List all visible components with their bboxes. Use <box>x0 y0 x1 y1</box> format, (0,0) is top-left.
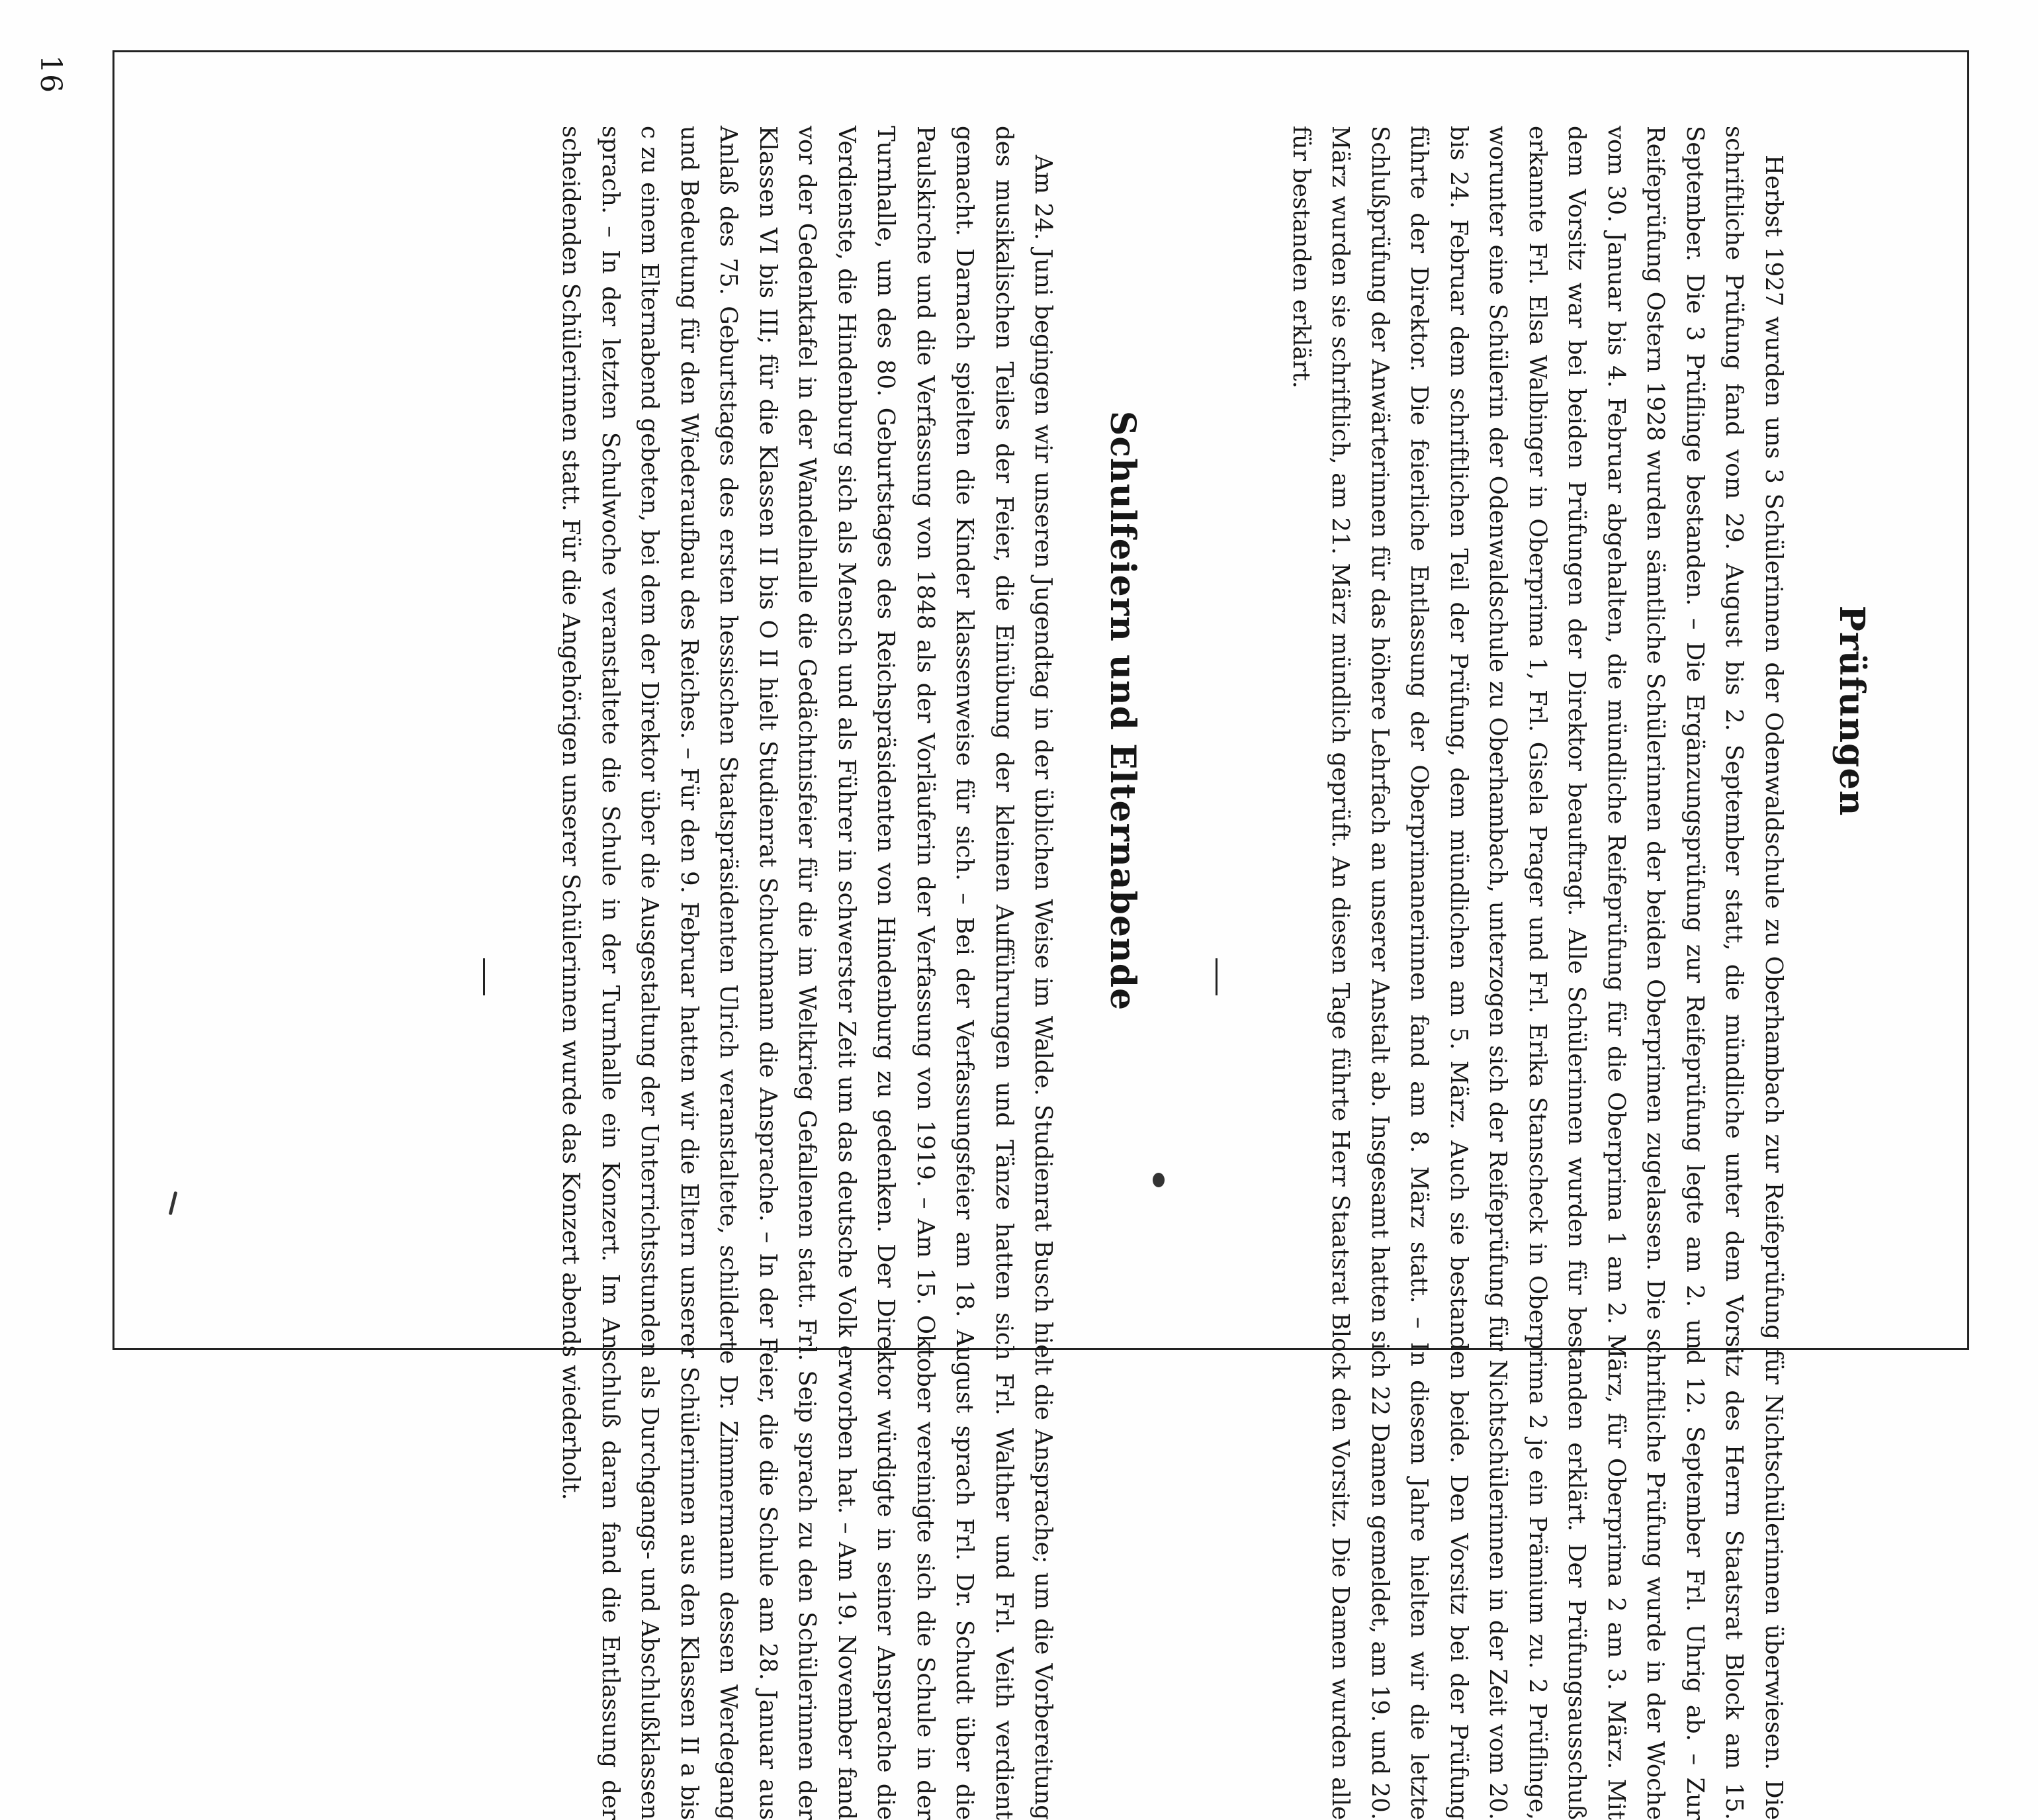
paragraph-pruefungen: Herbst 1927 wurden uns 3 Schülerinnen der Odenwaldschule zu Oberhambach zur Reifeprüfung für Nichtschülerinnen überwiesen. Die schriftliche Prüfung fand vom 29. August bis 2. September statt, die mündliche unter dem Vorsitz des Herrn Staatsrat Block am 15. September. Die 3 Prüflinge bestanden. – Die Ergänzungsprüfung zur Reifeprüfung legte am 2. und 12. September Frl. Uhrig ab. – Zur Reifeprüfung Ostern 1928 wurden sämtliche Schülerinnen der beiden Oberprimen zugelassen. Die schriftliche Prüfung wurde in der Woche vom 30. Januar bis 4. Februar abgehalten, die mündliche Reifeprüfung für die Oberprima 1 am 2. März, für Oberprima 2 am 3. März. Mit dem Vorsitz war bei beiden Prüfungen der Direktor beauftragt. Alle Schülerinnen wurden für bestanden erklärt. Der Prüfungsausschuß erkannte Frl. Elsa Walbinger in Oberprima 1, Frl. Gisela Prager und Frl. Erika Stanscheck in Oberprima 2 je ein Prämium zu. 2 Prüflinge, worunter eine Schülerin der Odenwaldschule zu Oberhambach, unterzogen sich der Reifeprüfung für Nichtschülerinnen in der Zeit vom 20. bis 24. Februar dem schriftlichen Teil der Prüfung, dem mündlichen am 5. März. Auch sie bestanden beide. Den Vorsitz bei der Prüfung führte der Direktor. Die feierliche Entlassung der Oberprimanerinnen fand am 8. März statt. – In diesem Jahre hielten wir die letzte Schlußprüfung der Anwärterinnen für das höhere Lehrfach an unserer Anstalt ab. Insgesamt hatten sich 22 Damen gemeldet, am 19. und 20. März wurden sie schriftlich, am 21. März mündlich geprüft. An diesen Tage führte Herr Staatsrat Block den Vorsitz. Die Damen wurden alle für bestanden erklärt. <box>1288 126 1787 1820</box>
end-divider <box>483 958 485 995</box>
rotated-content <box>154 105 1927 1820</box>
paragraph-schulfeiern: Am 24. Juni begingen wir unseren Jugendtag in der üblichen Weise im Walde. Studienrat Busch hielt die Ansprache; um die Vorbereitung des musikalischen Teiles der Feier, die Einübung der kleinen Aufführungen und Tänze hatten sich Frl. Walther und Frl. Veith verdient gemacht. Darnach spielten die Kinder klassenweise für sich. – Bei der Verfassungsfeier am 18. August sprach Frl. Dr. Schudt über die Paulskirche und die Verfassung von 1848 als der Vorläuferin der Verfassung von 1919. – Am 15. Oktober vereinigte sich die Schule in der Turnhalle, um des 80. Geburtstages des Reichspräsidenten von Hindenburg zu gedenken. Der Direktor würdigte in seiner Ansprache die Verdienste, die Hindenburg sich als Mensch und als Führer in schwerster Zeit um das deutsche Volk erworben hat. – Am 19. November fand vor der Gedenktafel in der Wandelhalle die Gedächtnisfeier für die im Weltkrieg Gefallenen statt. Frl. Seip sprach zu den Schülerinnen der Klassen VI bis III; für die Klassen II bis O II hielt Studienrat Schuchmann die Ansprache. – In der Feier, die die Schule am 28. Januar aus Anlaß des 75. Geburtstages des ersten hessischen Staatspräsidenten Ulrich veranstaltete, schilderte Dr. Zimmermann dessen Werdegang und Bedeutung für den Wiederaufbau des Reiches. – Für den 9. Februar hatten wir die Eltern unserer Schülerinnen aus den Klassen II a bis c zu einem Elternabend gebeten, bei dem der Direktor über die Ausgestaltung der Unterrichtsstunden als Durchgangs- und Abschlußklassen sprach. – In der letzten Schulwoche veranstaltete die Schule in der Turnhalle ein Konzert. Im Anschluß daran fand die Entlassung der scheidenden Schülerinnen statt. Für die Angehörigen unserer Schülerinnen wurde das Konzert abends wiederholt. <box>557 126 1057 1820</box>
page-number: 16 <box>34 55 67 93</box>
ink-speck <box>1153 1173 1165 1187</box>
heading-schulfeiern: Schulfeiern und Elternabende <box>1102 410 1143 1011</box>
heading-pruefungen: Prüfungen <box>1832 605 1872 817</box>
section-divider <box>1216 958 1218 995</box>
